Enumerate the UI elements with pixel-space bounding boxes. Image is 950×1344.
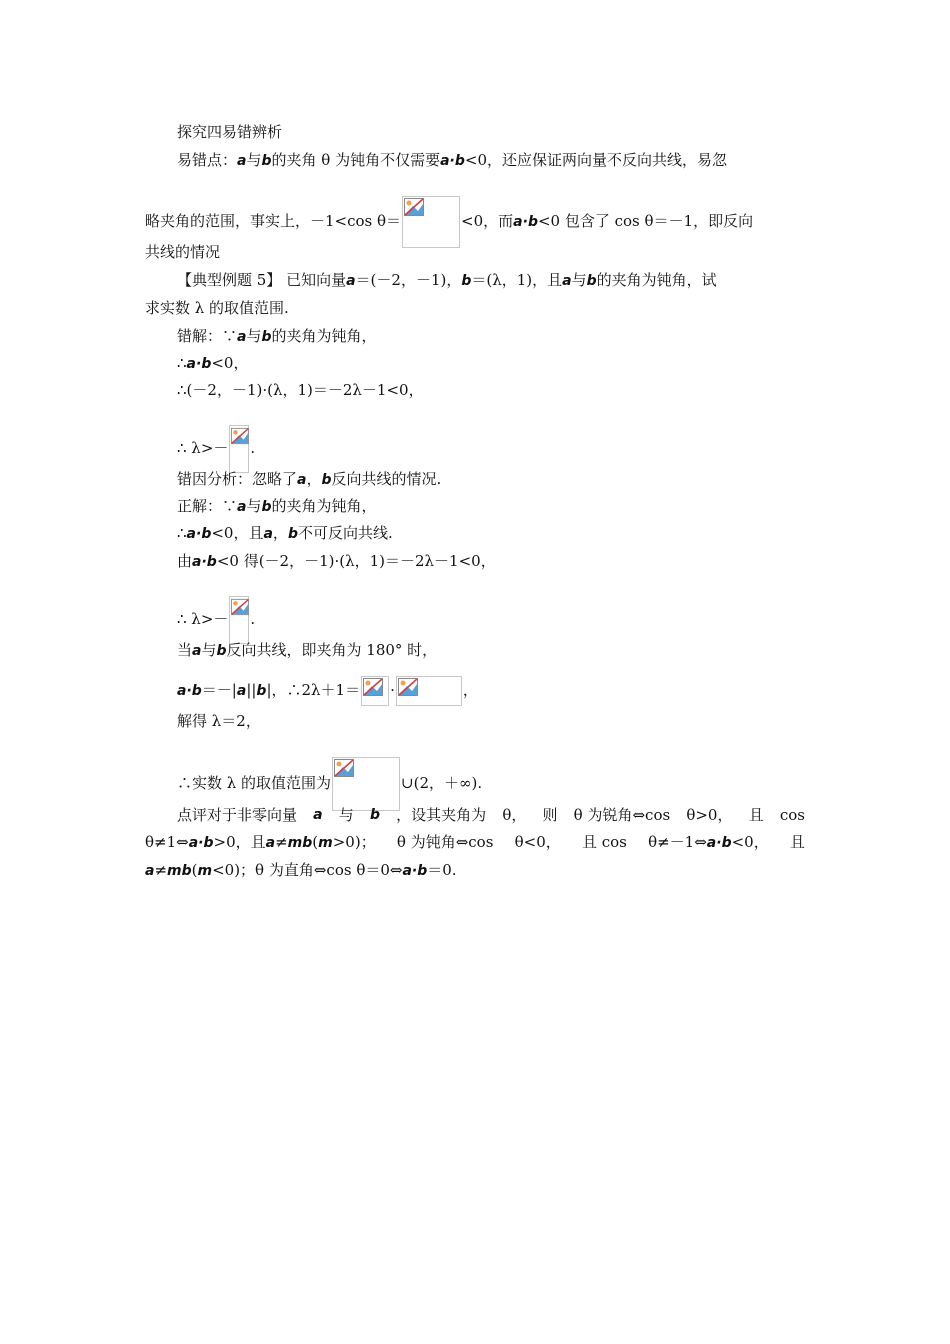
remark-line-1: 点评对于非零向量 a 与 b ，设其夹角为 θ， 则 θ 为锐角⇔cos θ>0， 且 cos	[177, 806, 805, 824]
wrong-line-1: 错解：∵a与b的夹角为钝角，	[177, 327, 377, 345]
wrong-line-2: ∴a·b<0，	[177, 354, 249, 372]
remark-line-3: a≠mb(m<0)；θ 为直角⇔cos θ＝0⇔a·b＝0.	[145, 861, 457, 879]
example-line-1: 【典型例题 5】 已知向量a＝(－2，－1)，b＝(λ，1)，且a与b的夹角为钝角，试	[177, 271, 717, 289]
analysis-line: 错因分析：忽略了a，b反向共线的情况.	[177, 470, 442, 488]
broken-image-icon	[229, 596, 249, 644]
broken-image-icon	[332, 757, 400, 811]
correct-line-1: 正解：∵a与b的夹角为钝角，	[177, 497, 377, 515]
correct-line-7: 解得 λ＝2，	[177, 712, 261, 730]
section-heading: 探究四易错辨析	[177, 123, 283, 141]
wrong-line-4: ∴ λ>－ .	[177, 425, 255, 473]
correct-line-3: 由a·b<0 得(－2，－1)·(λ，1)＝－2λ－1<0，	[177, 552, 496, 570]
pitfall-line-1: 易错点：a与b的夹角 θ 为钝角不仅需要a·b<0，还应保证两向量不反向共线，易忽	[177, 151, 728, 169]
correct-line-5: 当a与b反向共线，即夹角为 180° 时，	[177, 641, 438, 659]
broken-image-icon	[402, 196, 460, 248]
wrong-line-3: ∴(－2，－1)·(λ，1)＝－2λ－1<0，	[177, 381, 424, 399]
example-line-2: 求实数 λ 的取值范围.	[145, 299, 289, 317]
correct-line-6: a·b＝－|a||b|，∴2λ＋1＝ · ，	[177, 676, 478, 706]
correct-line-2: ∴a·b<0，且a，b不可反向共线.	[177, 524, 393, 542]
pitfall-line-3: 共线的情况	[145, 243, 221, 261]
broken-image-icon	[361, 676, 389, 706]
broken-image-icon	[229, 425, 249, 473]
broken-image-icon	[396, 676, 462, 706]
pitfall-line-2: 略夹角的范围，事实上，－1<cos θ＝ <0，而a·b<0 包含了 cos θ＝－1，即反向	[145, 196, 753, 248]
correct-line-8: ∴实数 λ 的取值范围为 ∪(2，＋∞).	[177, 757, 482, 811]
remark-line-2: θ≠1⇔a·b>0，且a≠mb(m>0)； θ 为钝角⇔cos θ<0， 且 cos θ≠－1⇔a·b<0， 且	[145, 833, 805, 851]
correct-line-4: ∴ λ>－ .	[177, 596, 255, 644]
